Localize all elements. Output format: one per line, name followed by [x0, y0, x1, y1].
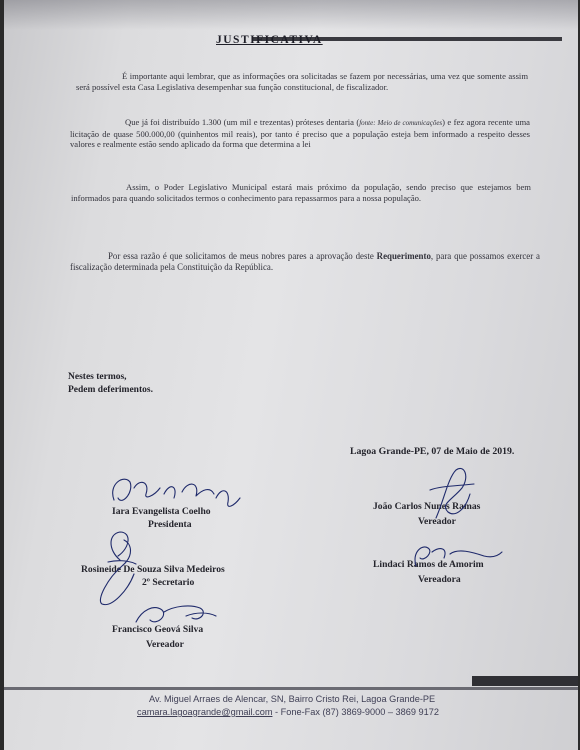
signatory-5-role: Vereador [146, 639, 184, 650]
signature-2-scribble [430, 468, 474, 518]
footer-phone: - Fone-Fax (87) 3869-9000 – 3869 9172 [272, 707, 439, 717]
signatory-1-name: Iara Evangelista Coelho [112, 506, 211, 517]
signatory-4-role: Vereadora [418, 574, 461, 585]
signature-5-scribble [136, 606, 216, 622]
paragraph-2-text-a: Que já foi distribuído 1.300 (um mil e trezentas) próteses dentaria ( [125, 117, 360, 127]
source-note: fonte: Meio de comunicações [359, 119, 443, 127]
document-title: JUSTIFICATIVA [216, 34, 323, 46]
footer-rule [4, 687, 578, 690]
handwritten-signatures [4, 0, 578, 750]
paragraph-4-text-b: , para que possamos exercer a fiscalização determinada pela Constituição da República. [70, 251, 540, 272]
signatory-3-name: Rosineide De Souza Silva Medeiros [81, 564, 225, 575]
signatory-5-name: Francisco Geová Silva [112, 624, 204, 635]
signature-4-scribble [415, 547, 502, 566]
paragraph-2-text-b: ) e fez agora recente uma licitação de quase 500.000,00 (quinhentos mil reais), por tanto é preciso que a população esteja bem informado a respeito desses valores e realmente estão sendo aplicado da forma que determina a lei [70, 117, 530, 150]
signatory-2-name: João Carlos Nunes Ramas [373, 501, 481, 512]
paragraph-3: Assim, o Poder Legislativo Municipal estará mais próximo da população, sendo preciso que estejamos bem informados para quando solicitados termos o conhecimento para repassarmos para a nossa população. [71, 182, 531, 203]
requerimento-term: Requerimento [376, 251, 431, 261]
signature-1-scribble [113, 479, 240, 506]
footer-contact [137, 707, 439, 717]
signatory-1-role: Presidenta [148, 519, 192, 530]
footer-rule-accent [472, 676, 578, 686]
signatory-2-role: Vereador [418, 516, 456, 527]
paragraph-4-text-a: Por essa razão é que solicitamos de meus nobres pares a aprovação deste [108, 251, 377, 261]
signatory-4-name: Lindaci Ramos de Amorim [373, 559, 484, 570]
closing-line-1: Nestes termos, [68, 372, 127, 382]
footer-email[interactable]: camara.lagoagrande@gmail.com [137, 707, 273, 717]
document-page [4, 0, 578, 750]
place-date: Lagoa Grande-PE, 07 de Maio de 2019. [350, 446, 515, 457]
signatory-3-role: 2º Secretario [142, 577, 195, 588]
signature-3-scribble [100, 532, 136, 605]
footer-address: Av. Miguel Arraes de Alencar, SN, Bairro Cristo Rei, Lagoa Grande-PE [149, 694, 436, 704]
paragraph-1: É importante aqui lembrar, que as informações ora solicitadas se fazem por necessárias, uma vez que somente assim será possível esta Casa Legislativa desempenhar sua função constitucional, de fiscalizador. [76, 71, 528, 92]
closing-line-2: Pedem deferimentos. [68, 384, 153, 395]
